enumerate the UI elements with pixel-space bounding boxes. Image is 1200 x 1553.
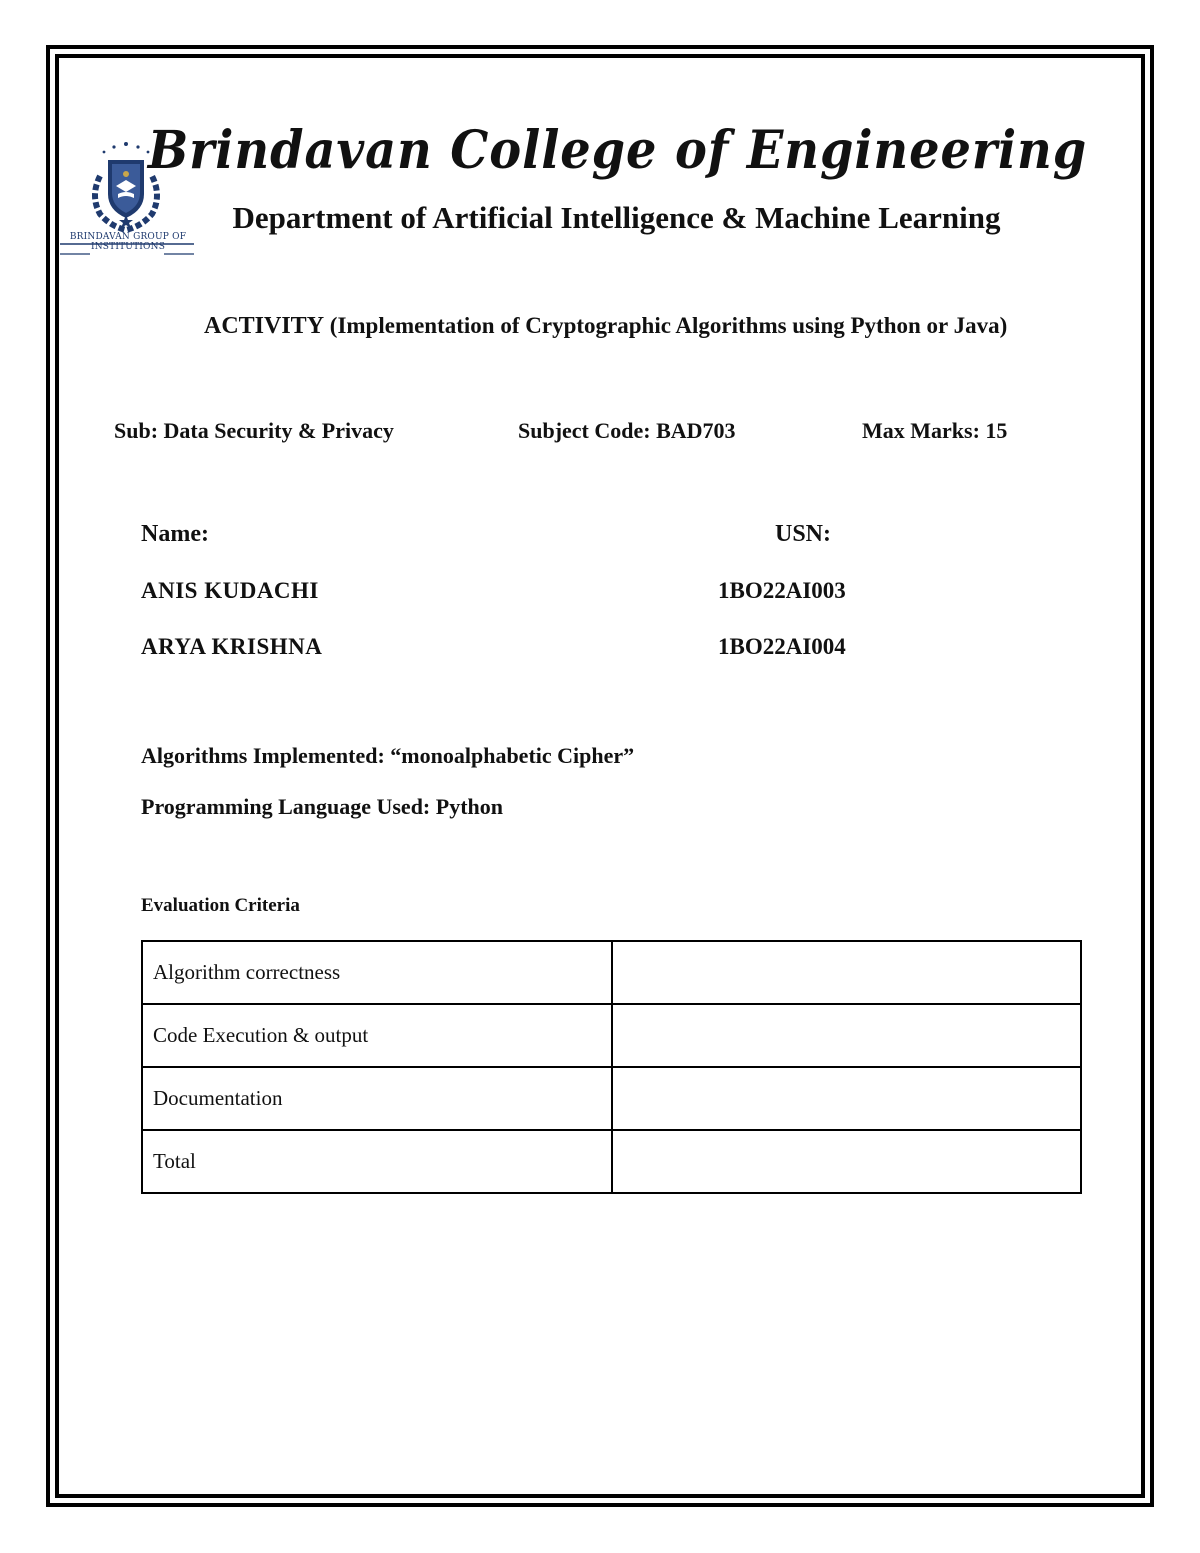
- score-cell[interactable]: [612, 1067, 1081, 1130]
- student-name: ARYA KRISHNA: [141, 634, 323, 659]
- subject-code: Subject Code: BAD703: [518, 418, 736, 443]
- evaluation-title: Evaluation Criteria: [141, 895, 300, 916]
- criterion-cell: Algorithm correctness: [142, 941, 612, 1004]
- activity-heading: [204, 313, 1007, 340]
- score-cell[interactable]: [612, 1004, 1081, 1067]
- student-usn: 1BO22AI004: [718, 634, 846, 659]
- table-row: [142, 1004, 1081, 1067]
- page-border-inner: [55, 54, 1145, 1498]
- table-row: [142, 1067, 1081, 1130]
- logo-text: BRINDAVAN GROUP OF INSTITUTIONS: [69, 232, 187, 252]
- table-row: [142, 1130, 1081, 1193]
- criterion-cell: Documentation: [142, 1067, 612, 1130]
- subject-name: Sub: Data Security & Privacy: [114, 418, 394, 443]
- criterion-cell: Code Execution & output: [142, 1004, 612, 1067]
- college-name: Brindavan College of Engineering: [147, 120, 1088, 181]
- criterion-cell: Total: [142, 1130, 612, 1193]
- table-row: [142, 941, 1081, 1004]
- max-marks: Max Marks: 15: [862, 418, 1008, 443]
- programming-language: Programming Language Used: Python: [141, 794, 503, 819]
- name-header: Name:: [141, 521, 209, 547]
- activity-description: (Implementation of Cryptographic Algorithms using Python or Java): [329, 313, 1008, 338]
- department-name: Department of Artificial Intelligence & Machine Learning: [232, 200, 1001, 235]
- score-cell[interactable]: [612, 1130, 1081, 1193]
- usn-header: USN:: [775, 521, 832, 547]
- student-usn: 1BO22AI003: [718, 578, 846, 603]
- score-cell[interactable]: [612, 941, 1081, 1004]
- evaluation-table: [141, 940, 1082, 1194]
- algorithms-implemented: Algorithms Implemented: “monoalphabetic Cipher”: [141, 743, 635, 768]
- activity-label: ACTIVITY: [204, 313, 325, 339]
- student-name: ANIS KUDACHI: [141, 578, 319, 603]
